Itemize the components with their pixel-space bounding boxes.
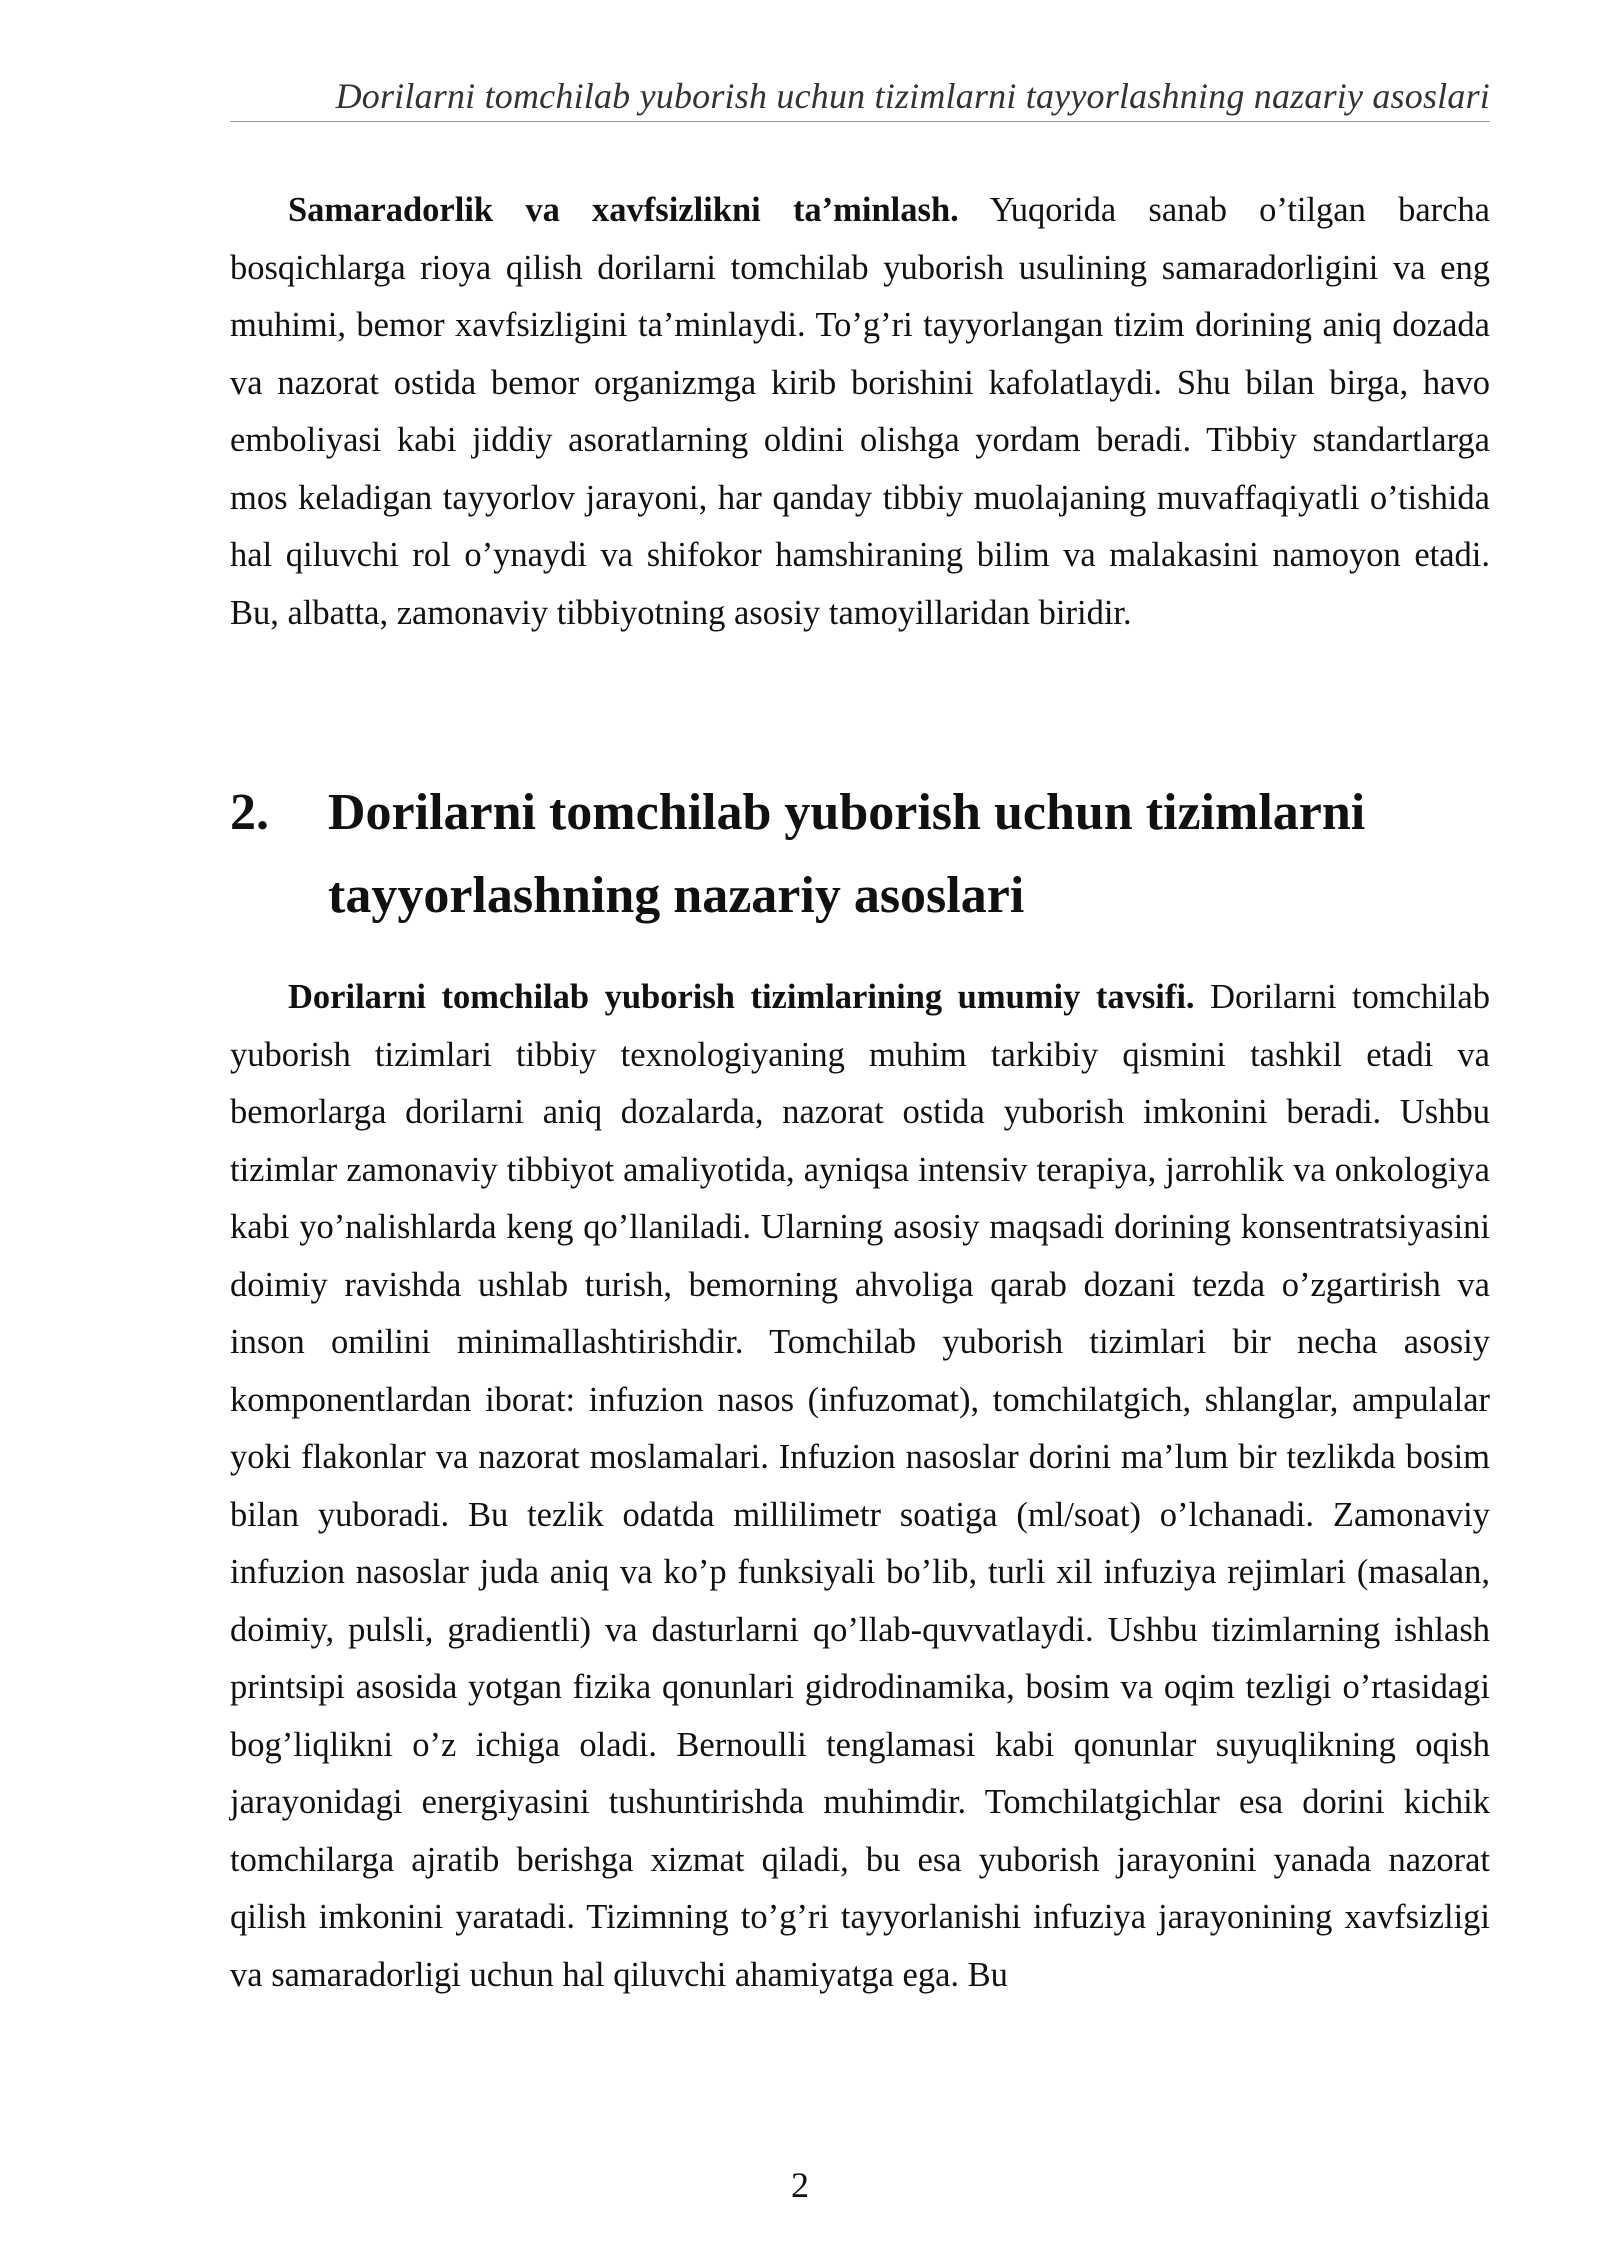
- paragraph-body: Dorilarni tomchilab yuborish tizimlari tibbiy texnologiyaning muhim tarkibiy qismini tashkil etadi va bemorlarga dorilarni aniq dozalarda, nazorat ostida yuborish imkonini beradi. Ushbu tizimlar zamonaviy tibbiyot amaliyotida, ayniqsa intensiv terapiya, jarrohlik va onkologiya kabi yo’nalishlarda keng qo’llaniladi. Ularning asosiy maqsadi dorining konsentratsiyasini doimiy ravishda ushlab turish, bemorning ahvoliga qarab dozani tezda o’zgartirish va inson omilini minimallashtirishdir. Tomchilab yuborish tizimlari bir necha asosiy komponentlardan iborat: infuzion nasos (infuzomat), tomchilatgich, shlanglar, ampulalar yoki flakonlar va nazorat moslamalari. Infuzion nasoslar dorini ma’lum bir tezlikda bosim bilan yuboradi. Bu tezlik odatda millilimetr soatiga (ml/soat) o’lchanadi. Zamonaviy infuzion nasoslar juda aniq va ko’p funksiyali bo’lib, turli xil infuziya rejimlari (masalan, doimiy, pulsli, gradientli) va dasturlarni qo’llab-quvvatlaydi. Ushbu tizimlarning ishlash printsipi asosida yotgan fizika qonunlari gidrodinamika, bosim va oqim tezligi o’rtasidagi bog’liqlikni o’z ichiga oladi. Bernoulli tenglamasi kabi qonunlar suyuqlikning oqish jarayonidagi energiyasini tushuntirishda muhimdir. Tomchilatgichlar esa dorini kichik tomchilarga ajratib berishga xizmat qiladi, bu esa yuborish jarayonini yanada nazorat qilish imkonini yaratadi. Tizimning to’g’ri tayyorlanishi infuziya jarayonining xavfsizligi va samaradorligi uchun hal qiluvchi ahamiyatga ega. Bu: [230, 978, 1490, 1994]
- section-heading: [230, 771, 1490, 937]
- paragraph: [230, 969, 1490, 2004]
- running-header: Dorilarni tomchilab yuborish uchun tizimlarni tayyorlashning nazariy asoslari: [335, 76, 1490, 116]
- paragraph-lead: Dorilarni tomchilab yuborish tizimlarining umumiy tavsifi.: [288, 978, 1195, 1016]
- paragraph: [230, 182, 1490, 642]
- header-rule: [230, 121, 1490, 122]
- paragraph-body: Yuqorida sanab o’tilgan barcha bosqichlarga rioya qilish dorilarni tomchilab yuborish usulining samaradorligini va eng muhimi, bemor xavfsizligini ta’minlaydi. To’g’ri tayyorlangan tizim dorining aniq dozada va nazorat ostida bemor organizmga kirib borishini kafolatlaydi. Shu bilan birga, havo emboliyasi kabi jiddiy asoratlarning oldini olishga yordam beradi. Tibbiy standartlarga mos keladigan tayyorlov jarayoni, har qanday tibbiy muolajaning muvaffaqiyatli o’tishida hal qiluvchi rol o’ynaydi va shifokor hamshiraning bilim va malakasini namoyon etadi. Bu, albatta, zamonaviy tibbiyotning asosiy tamoyillaridan biridir.: [230, 191, 1490, 632]
- section-title: Dorilarni tomchilab yuborish uchun tizimlarni tayyorlashning nazariy asoslari: [328, 784, 1366, 924]
- page-number: 2: [791, 2165, 809, 2205]
- section-number: 2.: [230, 784, 269, 841]
- paragraph-efficiency-safety: [230, 182, 1490, 642]
- paragraph-lead: Samaradorlik va xavfsizlikni ta’minlash.: [288, 191, 959, 229]
- paragraph-general-description: [230, 969, 1490, 2004]
